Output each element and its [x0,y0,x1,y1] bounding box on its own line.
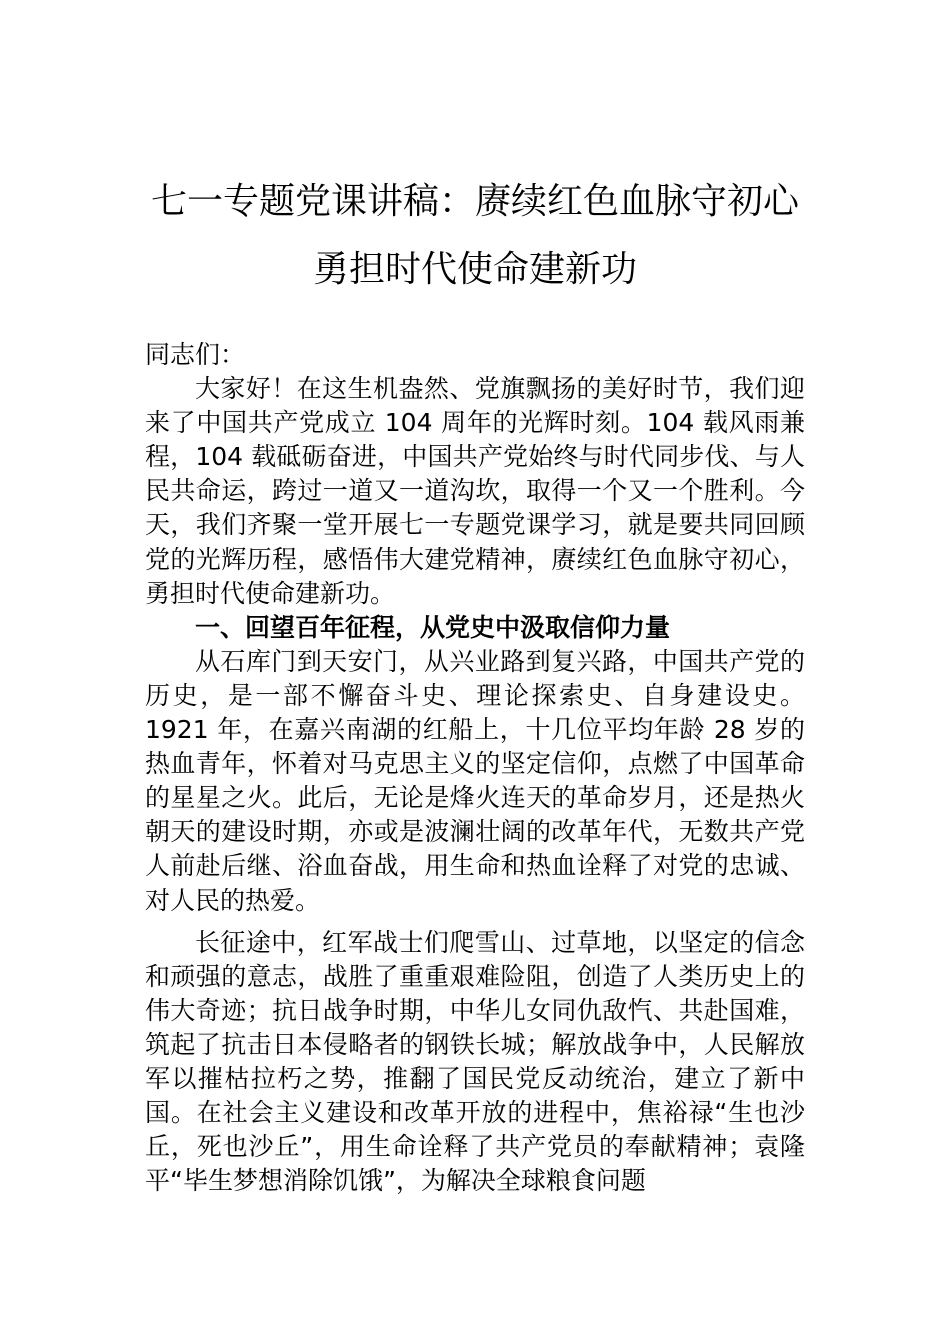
document-title-line-2: 勇担时代使命建新功 [312,249,637,290]
paragraph-long-march: 长征途中，红军战士们爬雪山、过草地，以坚定的信念和顽强的意志，战胜了重重艰难险阻，创造了人类历史上的伟大奇迹；抗日战争时期，中华儿女同仇敌忾、共赴国难，筑起了抗击日本侵略者的钢铁长城；解放战争中，人民解放军以摧枯拉朽之势，推翻了国民党反动统治，建立了新中国。在社会主义建设和改革开放的进程中，焦裕禄“生也沙丘，死也沙丘”，用生命诠释了共产党员的奉献精神；袁隆平“毕生梦想消除饥饿”，为解决全球粮食问题 [145,927,805,1196]
document-body [145,338,805,1198]
paragraph-opening: 大家好！在这生机盎然、党旗飘扬的美好时节，我们迎来了中国共产党成立 104 周年的光辉时刻。104 载风雨兼程，104 载砥砺奋进，中国共产党始终与时代同步伐、与人民共命运，跨过一道又一道沟坎，取得一个又一个胜利。今天，我们齐聚一堂开展七一专题党课学习，就是要共同回顾党的光辉历程，感悟伟大建党精神，赓续红色血脉守初心，勇担时代使命建新功。 [145,374,805,608]
document-title-line-1: 七一专题党课讲稿：赓续红色血脉守初心 [150,181,799,222]
paragraph-party-history: 从石库门到天安门，从兴业路到复兴路，中国共产党的历史，是一部不懈奋斗史、理论探索史、自身建设史。1921 年，在嘉兴南湖的红船上，十几位平均年龄 28 岁的热血青年，怀着对马克思主义的坚定信仰，点燃了中国革命的星星之火。此后，无论是烽火连天的革命岁月，还是热火朝天的建设时期，亦或是波澜壮阔的改革年代，无数共产党人前赴后继、浴血奋战，用生命和热血诠释了对党的忠诚、对人民的热爱。 [145,646,805,915]
section-heading-1: 一、回望百年征程，从党史中汲取信仰力量 [195,612,671,642]
salutation: 同志们： [145,340,246,369]
